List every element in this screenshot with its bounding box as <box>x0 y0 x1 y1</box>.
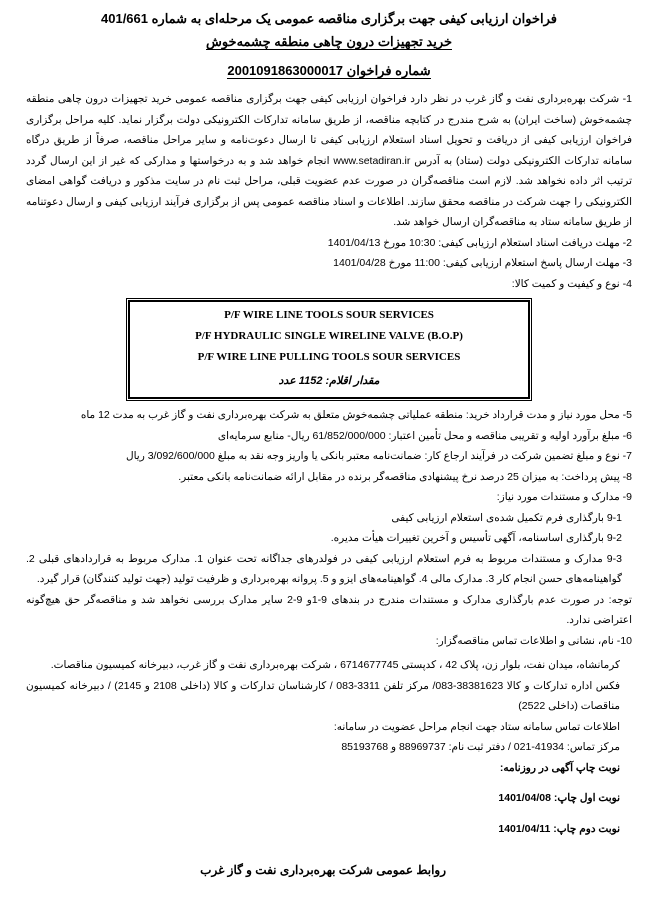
call-number-text: شماره فراخوان 2001091863000017 <box>227 63 431 78</box>
item-2: 2- مهلت دریافت اسناد استعلام ارزیابی کیفی: 10:30 مورخ 1401/04/13 <box>327 236 632 249</box>
item-3: 3- مهلت ارسال پاسخ استعلام ارزیابی کیفی: 11:00 مورخ 1401/04/28 <box>333 257 632 269</box>
address: کرمانشاه، میدان نفت، بلوار زن، پلاک 42 ، کدپستی 6714677745 ، شرکت بهره‌برداری نفت و گاز غرب، دبیرخانه کمیسیون مناقصات. <box>50 659 620 671</box>
setad-contact: مرکز تماس: 41934-021 / دفتر ثبت نام: 88969737 و 85193768 <box>341 741 620 753</box>
item-1: 1- شرکت بهره‌برداری نفت و گاز غرب در نظر دارد فراخوان ارزیابی کیفی جهت برگزاری مناقصه عمومی خرید تجهیزات درون چاهی منطقه چشمه‌خوش (ساخت ایران) به شرح مندرج در کتابچه مناقصه، از طریق سامانه تدارکات الکترونیکی دولت برگزار نماید. کلیه مراحل برگزاری فراخوان ارزیابی کیفی از دریافت و تحویل اسناد استعلام ارزیابی کیفی تا ارسال دعوت‌نامه و سایر مراحل مناقصه، صرفاً از طریق درگاه سامانه تدارکات الکترونیکی دولت (ستاد) به آدرس www.setadiran.ir انجام خواهد شد و به درخواستها و مدارکی که غیر از این ارسال گردد ترتیب اثر داده نخواهد شد. لازم است مناقصه‌گران در صورت عدم عضویت قبلی، مراحل ثبت نام در سایت مذکور و دریافت گواهی امضای الکترونیکی را جهت شرکت در مناقصه محقق سازند. اطلاعات و اسناد مناقصه عمومی پس از برگزاری فرآیند ارزیابی کیفی و ارسال دعوتنامه از طریق سامانه ستاد به مناقصه‌گران ارسال خواهد شد. <box>26 93 632 228</box>
goods-item: P/F WIRE LINE TOOLS SOUR SERVICES <box>224 309 434 321</box>
subtitle-text: خرید تجهیزات درون چاهی منطقه چشمه‌خوش <box>205 34 453 49</box>
item-7: 7- نوع و مبلغ تضمین شرکت در فرآیند ارجاع کار: ضمانت‌نامه معتبر بانکی یا واریز وجه نقد به مبلغ 3/092/600/000 ریال <box>125 450 632 462</box>
item-6: 6- مبلغ برآورد اولیه و تقریبی مناقصه و محل تأمین اعتبار: 61/852/000/000 ریال- منابع سرمایه‌ای <box>217 429 632 442</box>
goods-item: P/F WIRE LINE PULLING TOOLS SOUR SERVICES <box>197 351 461 363</box>
item-9: 9- مدارک و مستندات مورد نیاز: <box>496 491 632 503</box>
first-print-date: نوبت اول چاپ: 1401/04/08 <box>498 792 620 804</box>
signature: روابط عمومی شرکت بهره‌برداری نفت و گاز غرب <box>200 863 446 877</box>
goods-box <box>126 298 532 401</box>
goods-item: P/F HYDRAULIC SINGLE WIRELINE VALVE (B.O.P) <box>195 330 463 342</box>
fax-and-phones: فکس اداره تدارکات و کالا 38381623-083/ مرکز تلفن 3311-083 / کارشناسان تدارکات و کالا (داخلی 2108 و 2145) / دبیرخانه کمیسیون مناقصات (داخلی 2522) <box>26 679 620 712</box>
item-9-3: 9-3 مدارک و مستندات مربوط به فرم استعلام ارزیابی کیفی در فولدرهای جداگانه تحت عنوان 1. مدارک مربوط به قراردادهای قبلی 2. گواهینامه‌های حسن انجام کار 3. مدارک مالی 4. گواهینامه‌های ایزو و 5. پروانه بهره‌برداری و ظرفیت تولید (جهت تولید کنندگان) قرار گیرد. <box>26 552 622 585</box>
item-9-1: 9-1 بارگذاری فرم تکمیل شده‌ی استعلام ارزیابی کیفی <box>391 511 622 524</box>
item-8: 8- پیش پرداخت: به میزان 25 درصد نرخ پیشنهادی مناقصه‌گر برنده در مقابل ارائه ضمانت‌نامه بانکی معتبر. <box>178 470 632 483</box>
setad-info: اطلاعات تماس سامانه ستاد جهت انجام مراحل عضویت در سامانه: <box>333 720 620 733</box>
item-4: 4- نوع و کیفیت و کمیت کالا: <box>511 277 632 290</box>
goods-quantity: مقدار اقلام: 1152 عدد <box>278 375 380 387</box>
note: توجه: در صورت عدم بارگذاری مدارک و مستندات مندرج در بندهای 9-1و 9-2 سایر مدارک بررسی نخواهد شد و مناقصه‌گر حق هیچ‌گونه اعتراضی ندارد. <box>26 593 632 626</box>
second-print-date: نوبت دوم چاپ: 1401/04/11 <box>498 822 620 835</box>
item-10: 10- نام، نشانی و اطلاعات تماس مناقصه‌گزار: <box>435 634 632 647</box>
page-title: فراخوان ارزیابی کیفی جهت برگزاری مناقصه عمومی یک مرحله‌ای به شماره 401/661 <box>101 11 557 26</box>
item-9-2: 9-2 بارگذاری اساسنامه، آگهی تأسیس و آخرین تغییرات هیأت مدیره. <box>330 532 622 544</box>
item-5: 5- محل مورد نیاز و مدت قرارداد خرید: منطقه عملیاتی چشمه‌خوش متعلق به شرکت بهره‌برداری نفت و گاز غرب به مدت 12 ماه <box>80 409 632 421</box>
print-heading: نوبت چاپ آگهی در روزنامه: <box>499 761 620 774</box>
page-subtitle <box>26 31 632 53</box>
call-number <box>26 60 632 82</box>
